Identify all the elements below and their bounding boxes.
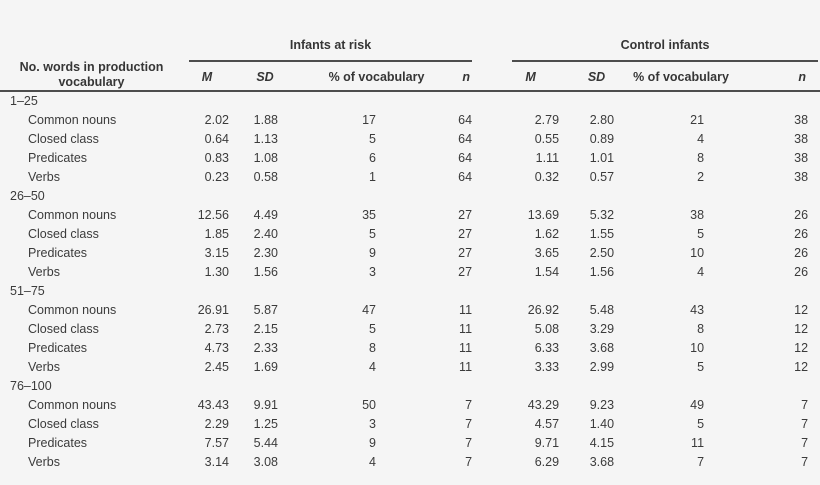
cell-control-pct: 2 — [697, 170, 705, 184]
cell-control-m: 6.33 — [534, 341, 560, 355]
cell-risk-n: 27 — [458, 246, 473, 260]
cell-control-m: 43.29 — [527, 398, 560, 412]
cell-risk-m: 26.91 — [197, 303, 229, 317]
cell-risk-m: 2.45 — [204, 360, 229, 374]
cell-control-sd: 5.32 — [589, 208, 615, 222]
row-label: Closed class — [28, 227, 99, 241]
row-label: Verbs — [28, 360, 60, 374]
cell-control-sd: 2.50 — [589, 246, 615, 260]
cell-risk-pct: 50 — [362, 398, 376, 412]
cell-control-pct: 5 — [697, 360, 705, 374]
cell-risk-m: 1.30 — [204, 265, 229, 279]
col-header-risk-sd: SD — [231, 62, 281, 91]
row-label: Predicates — [28, 151, 88, 165]
row-label: Closed class — [28, 417, 99, 431]
cell-control-m: 0.32 — [534, 170, 560, 184]
table-row — [0, 168, 820, 187]
cell-risk-n: 64 — [458, 132, 473, 146]
cell-risk-sd: 1.08 — [253, 151, 278, 165]
group-row — [0, 377, 820, 396]
cell-risk-sd: 0.58 — [253, 170, 278, 184]
row-label: Verbs — [28, 170, 60, 184]
cell-risk-m: 2.29 — [204, 417, 229, 431]
cell-control-sd: 0.57 — [589, 170, 615, 184]
cell-control-pct: 10 — [690, 341, 705, 355]
table-row — [0, 301, 820, 320]
cell-control-m: 5.08 — [534, 322, 560, 336]
cell-risk-sd: 4.49 — [253, 208, 278, 222]
table-row — [0, 434, 820, 453]
cell-risk-pct: 9 — [369, 436, 376, 450]
cell-risk-n: 7 — [465, 398, 473, 412]
cell-risk-pct: 4 — [369, 455, 376, 469]
cell-risk-n: 64 — [458, 170, 473, 184]
cell-risk-pct: 3 — [369, 265, 376, 279]
group-label: 76–100 — [10, 379, 52, 393]
table-row — [0, 396, 820, 415]
cell-control-pct: 8 — [697, 322, 705, 336]
row-label: Predicates — [28, 436, 88, 450]
spanner-header-row — [0, 0, 820, 62]
cell-risk-n: 7 — [465, 417, 473, 431]
cell-control-sd: 0.89 — [589, 132, 615, 146]
cell-control-pct: 38 — [690, 208, 705, 222]
cell-control-pct: 5 — [697, 417, 705, 431]
cell-control-pct: 43 — [690, 303, 705, 317]
cell-control-pct: 21 — [690, 113, 705, 127]
cell-control-n: 12 — [794, 341, 809, 355]
cell-control-n: 38 — [794, 113, 809, 127]
cell-control-m: 3.33 — [534, 360, 560, 374]
cell-risk-n: 27 — [458, 208, 473, 222]
cell-risk-sd: 5.44 — [253, 436, 278, 450]
cell-risk-pct: 17 — [362, 113, 376, 127]
stub-header-line2: vocabulary — [58, 75, 125, 89]
cell-risk-m: 0.83 — [204, 151, 229, 165]
cell-risk-m: 0.64 — [204, 132, 229, 146]
group-label: 1–25 — [10, 94, 38, 108]
cell-risk-m: 1.85 — [204, 227, 229, 241]
cell-control-n: 38 — [794, 151, 809, 165]
cell-control-m: 2.79 — [534, 113, 560, 127]
cell-control-pct: 5 — [697, 227, 705, 241]
cell-risk-sd: 1.25 — [253, 417, 278, 431]
cell-risk-sd: 2.15 — [253, 322, 278, 336]
cell-risk-m: 3.14 — [204, 455, 229, 469]
col-header-control-sd: SD — [561, 62, 616, 91]
cell-control-n: 7 — [801, 417, 809, 431]
row-label: Verbs — [28, 455, 60, 469]
row-label: Closed class — [28, 132, 99, 146]
cell-control-n: 12 — [794, 360, 809, 374]
cell-control-m: 9.71 — [534, 436, 560, 450]
cell-control-pct: 7 — [697, 455, 705, 469]
cell-risk-sd: 1.69 — [253, 360, 278, 374]
cell-control-sd: 2.99 — [589, 360, 615, 374]
cell-risk-pct: 5 — [369, 227, 376, 241]
cell-control-pct: 49 — [690, 398, 705, 412]
col-header-risk-m: M — [183, 62, 231, 91]
cell-control-m: 1.62 — [534, 227, 560, 241]
cell-risk-n: 27 — [458, 265, 473, 279]
cell-control-sd: 5.48 — [589, 303, 615, 317]
table-row — [0, 263, 820, 282]
row-label: Predicates — [28, 246, 88, 260]
cell-risk-n: 7 — [465, 455, 473, 469]
cell-risk-pct: 3 — [369, 417, 376, 431]
cell-control-n: 26 — [794, 246, 809, 260]
cell-control-sd: 2.80 — [589, 113, 615, 127]
group-row — [0, 187, 820, 206]
cell-control-n: 12 — [794, 303, 809, 317]
col-header-risk-pct: % of vocabulary — [281, 62, 426, 91]
group-header-infants-at-risk — [183, 0, 476, 62]
cell-control-m: 1.11 — [535, 151, 560, 165]
cell-control-sd: 9.23 — [589, 398, 615, 412]
group-header-risk-label: Infants at risk — [189, 38, 472, 62]
table-row — [0, 415, 820, 434]
cell-risk-m: 3.15 — [204, 246, 229, 260]
cell-risk-n: 11 — [459, 360, 473, 374]
cell-risk-m: 12.56 — [197, 208, 229, 222]
cell-risk-n: 27 — [458, 227, 473, 241]
cell-risk-pct: 35 — [362, 208, 376, 222]
cell-risk-n: 11 — [459, 303, 473, 317]
stub-header — [0, 0, 183, 91]
cell-risk-n: 11 — [459, 322, 473, 336]
cell-control-pct: 4 — [697, 132, 705, 146]
cell-control-pct: 11 — [691, 436, 705, 450]
col-header-control-m: M — [476, 62, 561, 91]
cell-risk-sd: 2.30 — [253, 246, 278, 260]
cell-risk-pct: 5 — [369, 132, 376, 146]
cell-risk-pct: 6 — [369, 151, 376, 165]
cell-control-n: 38 — [794, 132, 809, 146]
cell-risk-sd: 2.40 — [253, 227, 278, 241]
cell-risk-pct: 8 — [369, 341, 376, 355]
cell-risk-sd: 2.33 — [253, 341, 278, 355]
table-row — [0, 130, 820, 149]
cell-risk-m: 43.43 — [197, 398, 229, 412]
row-label: Common nouns — [28, 208, 117, 222]
cell-control-sd: 3.68 — [589, 341, 615, 355]
cell-risk-sd: 1.13 — [253, 132, 278, 146]
group-label: 51–75 — [10, 284, 45, 298]
cell-control-pct: 10 — [690, 246, 705, 260]
row-label: Verbs — [28, 265, 60, 279]
cell-control-m: 0.55 — [534, 132, 560, 146]
cell-risk-sd: 1.88 — [253, 113, 278, 127]
cell-control-pct: 4 — [697, 265, 705, 279]
row-label: Common nouns — [28, 113, 117, 127]
cell-control-m: 1.54 — [534, 265, 560, 279]
table-row — [0, 225, 820, 244]
cell-risk-sd: 5.87 — [253, 303, 278, 317]
group-row — [0, 91, 820, 111]
cell-risk-pct: 1 — [369, 170, 376, 184]
group-header-control-label: Control infants — [512, 38, 818, 62]
col-header-control-n: n — [746, 62, 820, 91]
col-header-control-pct: % of vocabulary — [616, 62, 746, 91]
cell-risk-pct: 9 — [369, 246, 376, 260]
cell-control-n: 26 — [794, 265, 809, 279]
cell-risk-n: 11 — [459, 341, 473, 355]
col-header-risk-n: n — [426, 62, 476, 91]
cell-risk-n: 7 — [465, 436, 473, 450]
cell-control-sd: 1.55 — [589, 227, 615, 241]
stub-header-line1: No. words in production — [19, 60, 164, 74]
table-row — [0, 453, 820, 472]
row-label: Common nouns — [28, 398, 117, 412]
group-label: 26–50 — [10, 189, 45, 203]
table-row — [0, 206, 820, 225]
cell-risk-sd: 9.91 — [253, 398, 278, 412]
cell-risk-m: 2.73 — [204, 322, 229, 336]
cell-risk-m: 2.02 — [204, 113, 229, 127]
table-row — [0, 358, 820, 377]
cell-risk-m: 4.73 — [204, 341, 229, 355]
cell-control-sd: 1.01 — [589, 151, 615, 165]
cell-control-sd: 3.29 — [589, 322, 615, 336]
cell-control-n: 26 — [794, 227, 809, 241]
cell-control-n: 26 — [794, 208, 809, 222]
group-row — [0, 282, 820, 301]
cell-risk-sd: 1.56 — [253, 265, 278, 279]
row-label: Common nouns — [28, 303, 117, 317]
cell-control-m: 13.69 — [527, 208, 560, 222]
cell-control-pct: 8 — [697, 151, 705, 165]
cell-risk-pct: 4 — [369, 360, 376, 374]
table-row — [0, 111, 820, 130]
group-header-control-infants — [476, 0, 820, 62]
table-body — [0, 91, 820, 472]
table-row — [0, 244, 820, 263]
row-label: Predicates — [28, 341, 88, 355]
cell-control-n: 7 — [801, 436, 809, 450]
row-label: Closed class — [28, 322, 99, 336]
table-row — [0, 149, 820, 168]
cell-control-m: 6.29 — [534, 455, 560, 469]
cell-control-n: 38 — [794, 170, 809, 184]
cell-control-sd: 4.15 — [589, 436, 615, 450]
cell-control-m: 26.92 — [527, 303, 560, 317]
cell-control-sd: 1.40 — [589, 417, 615, 431]
cell-control-m: 3.65 — [534, 246, 560, 260]
cell-control-n: 7 — [801, 455, 809, 469]
cell-control-n: 7 — [801, 398, 809, 412]
cell-risk-m: 0.23 — [204, 170, 229, 184]
cell-risk-n: 64 — [458, 151, 473, 165]
cell-risk-pct: 47 — [362, 303, 376, 317]
cell-control-sd: 3.68 — [589, 455, 615, 469]
cell-risk-m: 7.57 — [204, 436, 229, 450]
cell-risk-pct: 5 — [369, 322, 376, 336]
table-row — [0, 339, 820, 358]
cell-control-sd: 1.56 — [589, 265, 615, 279]
cell-risk-n: 64 — [458, 113, 473, 127]
cell-control-n: 12 — [794, 322, 809, 336]
table-row — [0, 320, 820, 339]
cell-control-m: 4.57 — [534, 417, 560, 431]
cell-risk-sd: 3.08 — [253, 455, 278, 469]
